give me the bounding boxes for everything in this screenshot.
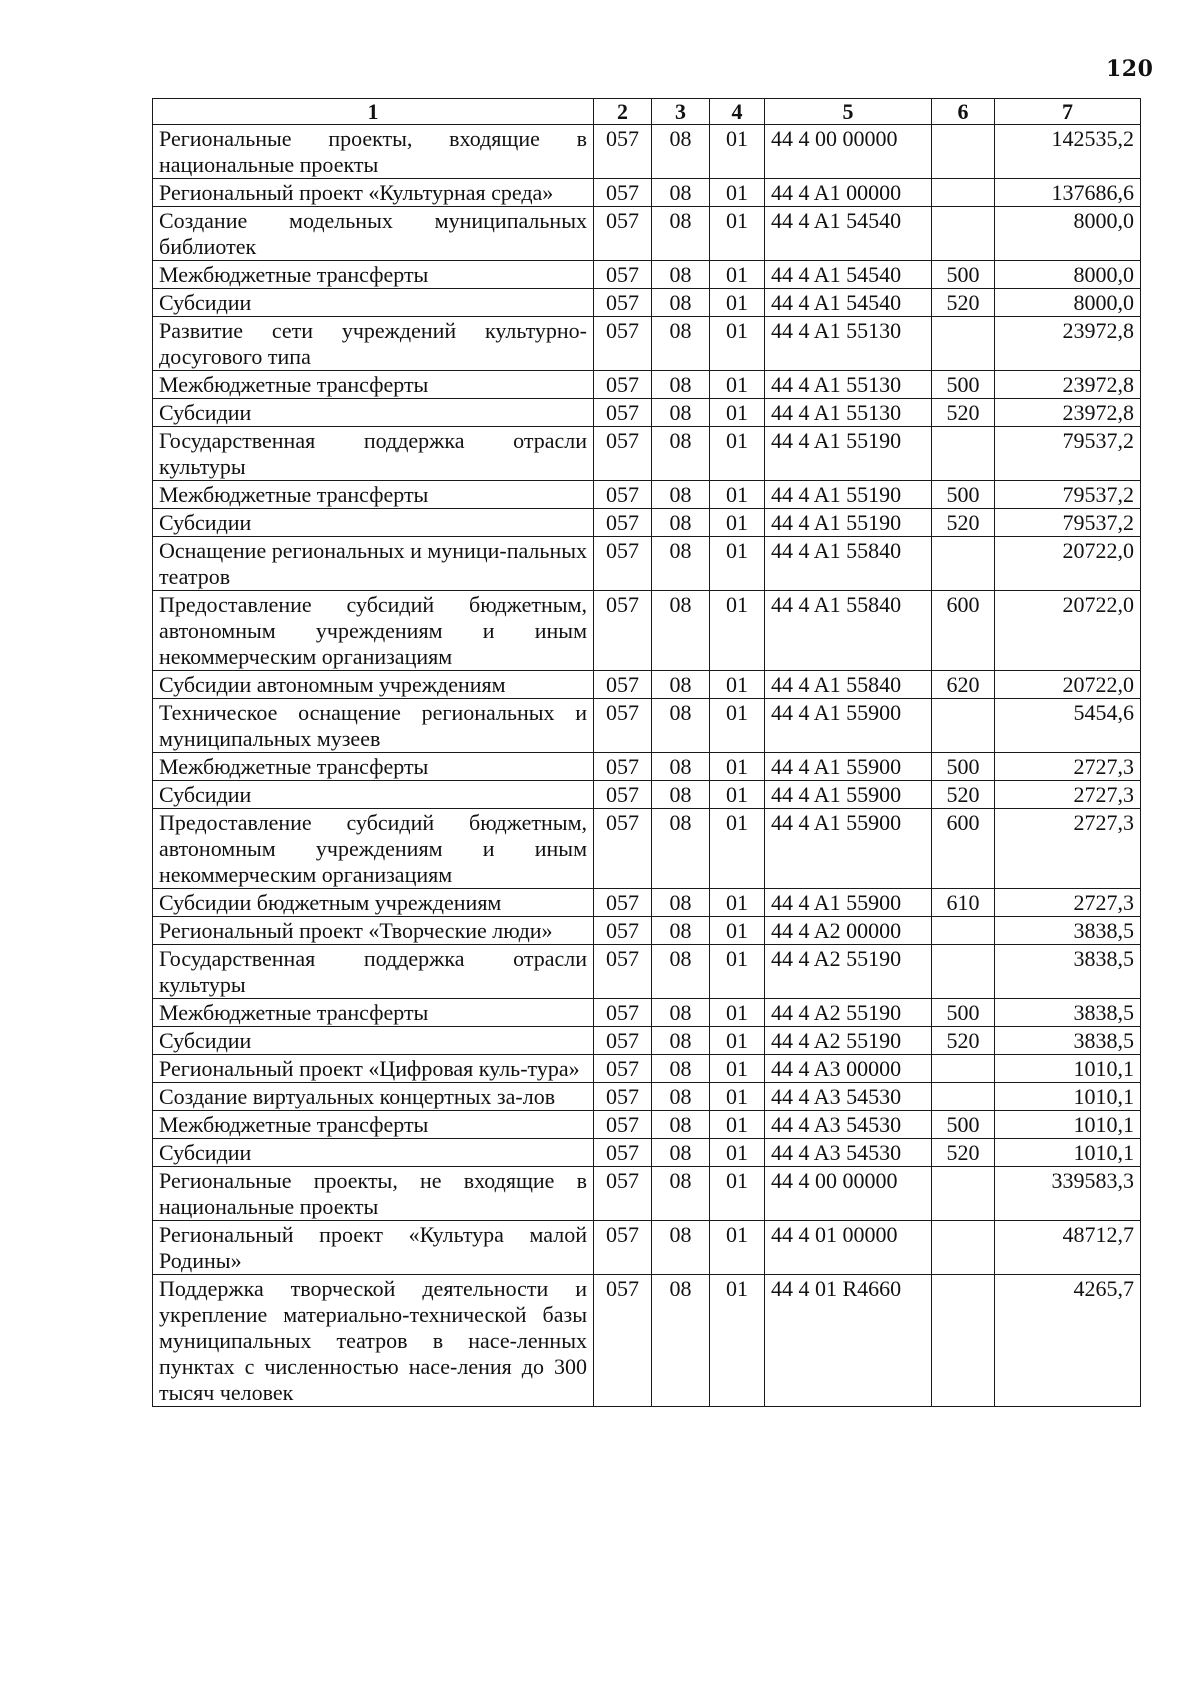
col-subsection-header: 4 bbox=[710, 99, 765, 125]
row-target-code: 44 4 00 00000 bbox=[765, 125, 932, 179]
row-expense-type-code: 610 bbox=[932, 889, 995, 917]
table-row bbox=[153, 481, 1141, 509]
row-ministry-code: 057 bbox=[594, 1275, 652, 1407]
row-section-code: 08 bbox=[652, 1083, 710, 1111]
row-target-code: 44 4 A2 55190 bbox=[765, 999, 932, 1027]
row-subsection-code: 01 bbox=[710, 753, 765, 781]
table-row bbox=[153, 781, 1141, 809]
row-section-code: 08 bbox=[652, 753, 710, 781]
row-amount: 8000,0 bbox=[995, 289, 1141, 317]
table-row bbox=[153, 591, 1141, 671]
row-amount: 3838,5 bbox=[995, 1027, 1141, 1055]
row-section-code: 08 bbox=[652, 399, 710, 427]
row-expense-type-code: 520 bbox=[932, 1027, 995, 1055]
row-ministry-code: 057 bbox=[594, 289, 652, 317]
row-expense-type-code bbox=[932, 1055, 995, 1083]
row-amount: 3838,5 bbox=[995, 917, 1141, 945]
row-name: Субсидии bbox=[153, 1027, 594, 1055]
row-section-code: 08 bbox=[652, 371, 710, 399]
row-name: Создание модельных муниципальных библиотек bbox=[153, 207, 594, 261]
row-amount: 48712,7 bbox=[995, 1221, 1141, 1275]
row-target-code: 44 4 A1 54540 bbox=[765, 289, 932, 317]
table-row bbox=[153, 945, 1141, 999]
table-row bbox=[153, 261, 1141, 289]
row-target-code: 44 4 A2 00000 bbox=[765, 917, 932, 945]
header-row bbox=[153, 99, 1141, 125]
row-name: Субсидии автономным учреждениям bbox=[153, 671, 594, 699]
row-subsection-code: 01 bbox=[710, 999, 765, 1027]
row-amount: 137686,6 bbox=[995, 179, 1141, 207]
row-section-code: 08 bbox=[652, 945, 710, 999]
row-subsection-code: 01 bbox=[710, 399, 765, 427]
row-amount: 79537,2 bbox=[995, 481, 1141, 509]
row-amount: 79537,2 bbox=[995, 427, 1141, 481]
row-amount: 23972,8 bbox=[995, 317, 1141, 371]
col-ministry-header: 2 bbox=[594, 99, 652, 125]
row-expense-type-code: 500 bbox=[932, 999, 995, 1027]
row-expense-type-code bbox=[932, 537, 995, 591]
row-target-code: 44 4 A1 55900 bbox=[765, 889, 932, 917]
row-target-code: 44 4 A1 55840 bbox=[765, 537, 932, 591]
table-body bbox=[153, 125, 1141, 1407]
table-row bbox=[153, 317, 1141, 371]
row-ministry-code: 057 bbox=[594, 509, 652, 537]
row-amount: 3838,5 bbox=[995, 945, 1141, 999]
row-name: Региональные проекты, не входящие в национальные проекты bbox=[153, 1167, 594, 1221]
row-subsection-code: 01 bbox=[710, 1083, 765, 1111]
row-ministry-code: 057 bbox=[594, 1111, 652, 1139]
row-target-code: 44 4 A1 55840 bbox=[765, 591, 932, 671]
row-amount: 20722,0 bbox=[995, 591, 1141, 671]
row-expense-type-code bbox=[932, 1221, 995, 1275]
row-expense-type-code bbox=[932, 125, 995, 179]
row-expense-type-code: 600 bbox=[932, 591, 995, 671]
row-ministry-code: 057 bbox=[594, 261, 652, 289]
row-amount: 2727,3 bbox=[995, 889, 1141, 917]
row-target-code: 44 4 A3 54530 bbox=[765, 1083, 932, 1111]
table-row bbox=[153, 1221, 1141, 1275]
row-amount: 1010,1 bbox=[995, 1139, 1141, 1167]
row-ministry-code: 057 bbox=[594, 1167, 652, 1221]
row-target-code: 44 4 A1 55190 bbox=[765, 509, 932, 537]
col-name-header: 1 bbox=[153, 99, 594, 125]
row-name: Субсидии bbox=[153, 289, 594, 317]
row-subsection-code: 01 bbox=[710, 1111, 765, 1139]
row-subsection-code: 01 bbox=[710, 671, 765, 699]
row-subsection-code: 01 bbox=[710, 509, 765, 537]
row-expense-type-code: 520 bbox=[932, 509, 995, 537]
row-amount: 20722,0 bbox=[995, 671, 1141, 699]
row-section-code: 08 bbox=[652, 125, 710, 179]
table-row bbox=[153, 1027, 1141, 1055]
row-target-code: 44 4 A1 55900 bbox=[765, 699, 932, 753]
row-name: Предоставление субсидий бюджетным, автономным учреждениям и иным некоммерческим организациям bbox=[153, 809, 594, 889]
table-row bbox=[153, 1167, 1141, 1221]
row-amount: 1010,1 bbox=[995, 1055, 1141, 1083]
row-section-code: 08 bbox=[652, 699, 710, 753]
table-row bbox=[153, 699, 1141, 753]
table-row bbox=[153, 125, 1141, 179]
row-ministry-code: 057 bbox=[594, 671, 652, 699]
row-expense-type-code bbox=[932, 207, 995, 261]
row-name: Техническое оснащение региональных и муниципальных музеев bbox=[153, 699, 594, 753]
row-subsection-code: 01 bbox=[710, 261, 765, 289]
row-ministry-code: 057 bbox=[594, 889, 652, 917]
row-name: Субсидии bbox=[153, 781, 594, 809]
row-expense-type-code bbox=[932, 1275, 995, 1407]
row-section-code: 08 bbox=[652, 261, 710, 289]
row-expense-type-code: 500 bbox=[932, 1111, 995, 1139]
row-target-code: 44 4 A1 55130 bbox=[765, 317, 932, 371]
row-name: Поддержка творческой деятельности и укрепление материально-технической базы муниципальных театров в насе-ленных пунктах с численностью насе-ления до 300 тысяч человек bbox=[153, 1275, 594, 1407]
table-header bbox=[153, 99, 1141, 125]
row-target-code: 44 4 A1 55900 bbox=[765, 753, 932, 781]
row-section-code: 08 bbox=[652, 481, 710, 509]
row-name: Межбюджетные трансферты bbox=[153, 1111, 594, 1139]
col-section-header: 3 bbox=[652, 99, 710, 125]
row-ministry-code: 057 bbox=[594, 1221, 652, 1275]
row-section-code: 08 bbox=[652, 1055, 710, 1083]
row-section-code: 08 bbox=[652, 999, 710, 1027]
row-subsection-code: 01 bbox=[710, 809, 765, 889]
row-amount: 8000,0 bbox=[995, 261, 1141, 289]
row-expense-type-code: 520 bbox=[932, 781, 995, 809]
row-section-code: 08 bbox=[652, 591, 710, 671]
row-ministry-code: 057 bbox=[594, 917, 652, 945]
row-expense-type-code: 500 bbox=[932, 753, 995, 781]
page-number: 120 bbox=[1106, 56, 1154, 82]
row-ministry-code: 057 bbox=[594, 945, 652, 999]
row-expense-type-code: 520 bbox=[932, 1139, 995, 1167]
table-row bbox=[153, 399, 1141, 427]
row-section-code: 08 bbox=[652, 427, 710, 481]
table-row bbox=[153, 1055, 1141, 1083]
row-subsection-code: 01 bbox=[710, 591, 765, 671]
row-section-code: 08 bbox=[652, 1167, 710, 1221]
row-expense-type-code: 500 bbox=[932, 261, 995, 289]
table-row bbox=[153, 289, 1141, 317]
row-name: Межбюджетные трансферты bbox=[153, 753, 594, 781]
row-amount: 4265,7 bbox=[995, 1275, 1141, 1407]
row-subsection-code: 01 bbox=[710, 537, 765, 591]
row-target-code: 44 4 A1 55190 bbox=[765, 427, 932, 481]
row-ministry-code: 057 bbox=[594, 179, 652, 207]
row-ministry-code: 057 bbox=[594, 537, 652, 591]
table-row bbox=[153, 1083, 1141, 1111]
table-row bbox=[153, 999, 1141, 1027]
row-target-code: 44 4 A1 54540 bbox=[765, 261, 932, 289]
row-target-code: 44 4 01 00000 bbox=[765, 1221, 932, 1275]
row-amount: 2727,3 bbox=[995, 781, 1141, 809]
row-amount: 5454,6 bbox=[995, 699, 1141, 753]
row-section-code: 08 bbox=[652, 1275, 710, 1407]
table-row bbox=[153, 179, 1141, 207]
row-target-code: 44 4 01 R4660 bbox=[765, 1275, 932, 1407]
row-ministry-code: 057 bbox=[594, 1083, 652, 1111]
row-ministry-code: 057 bbox=[594, 207, 652, 261]
row-name: Оснащение региональных и муници-пальных театров bbox=[153, 537, 594, 591]
row-name: Межбюджетные трансферты bbox=[153, 481, 594, 509]
table-row bbox=[153, 671, 1141, 699]
row-amount: 2727,3 bbox=[995, 753, 1141, 781]
row-section-code: 08 bbox=[652, 509, 710, 537]
table-row bbox=[153, 371, 1141, 399]
row-expense-type-code: 500 bbox=[932, 371, 995, 399]
row-expense-type-code bbox=[932, 1167, 995, 1221]
row-target-code: 44 4 A1 55840 bbox=[765, 671, 932, 699]
row-amount: 79537,2 bbox=[995, 509, 1141, 537]
table-row bbox=[153, 207, 1141, 261]
row-subsection-code: 01 bbox=[710, 427, 765, 481]
row-amount: 23972,8 bbox=[995, 399, 1141, 427]
row-name: Создание виртуальных концертных за-лов bbox=[153, 1083, 594, 1111]
row-name: Субсидии бюджетным учреждениям bbox=[153, 889, 594, 917]
row-target-code: 44 4 A1 00000 bbox=[765, 179, 932, 207]
row-section-code: 08 bbox=[652, 207, 710, 261]
row-amount: 339583,3 bbox=[995, 1167, 1141, 1221]
row-target-code: 44 4 A2 55190 bbox=[765, 945, 932, 999]
row-expense-type-code bbox=[932, 427, 995, 481]
row-name: Региональный проект «Творческие люди» bbox=[153, 917, 594, 945]
row-section-code: 08 bbox=[652, 781, 710, 809]
table-row bbox=[153, 809, 1141, 889]
row-subsection-code: 01 bbox=[710, 1167, 765, 1221]
row-subsection-code: 01 bbox=[710, 371, 765, 399]
row-target-code: 44 4 A3 54530 bbox=[765, 1139, 932, 1167]
row-name: Региональный проект «Культурная среда» bbox=[153, 179, 594, 207]
row-ministry-code: 057 bbox=[594, 427, 652, 481]
row-name: Межбюджетные трансферты bbox=[153, 371, 594, 399]
row-section-code: 08 bbox=[652, 179, 710, 207]
row-ministry-code: 057 bbox=[594, 591, 652, 671]
row-amount: 142535,2 bbox=[995, 125, 1141, 179]
row-name: Государственная поддержка отрасли культуры bbox=[153, 945, 594, 999]
row-name: Региональный проект «Цифровая куль-тура» bbox=[153, 1055, 594, 1083]
row-subsection-code: 01 bbox=[710, 917, 765, 945]
row-name: Субсидии bbox=[153, 399, 594, 427]
row-name: Межбюджетные трансферты bbox=[153, 999, 594, 1027]
row-target-code: 44 4 A1 55900 bbox=[765, 809, 932, 889]
row-subsection-code: 01 bbox=[710, 1139, 765, 1167]
table-row bbox=[153, 917, 1141, 945]
row-section-code: 08 bbox=[652, 289, 710, 317]
table-row bbox=[153, 753, 1141, 781]
row-section-code: 08 bbox=[652, 537, 710, 591]
row-subsection-code: 01 bbox=[710, 1221, 765, 1275]
row-name: Развитие сети учреждений культурно-досугового типа bbox=[153, 317, 594, 371]
row-target-code: 44 4 A1 55130 bbox=[765, 399, 932, 427]
table-row bbox=[153, 1111, 1141, 1139]
table-row bbox=[153, 537, 1141, 591]
col-amount-header: 7 bbox=[995, 99, 1141, 125]
row-expense-type-code: 500 bbox=[932, 481, 995, 509]
row-ministry-code: 057 bbox=[594, 999, 652, 1027]
row-amount: 23972,8 bbox=[995, 371, 1141, 399]
table-row bbox=[153, 1139, 1141, 1167]
row-section-code: 08 bbox=[652, 1027, 710, 1055]
row-expense-type-code: 520 bbox=[932, 399, 995, 427]
row-subsection-code: 01 bbox=[710, 699, 765, 753]
row-target-code: 44 4 A1 55900 bbox=[765, 781, 932, 809]
row-amount: 1010,1 bbox=[995, 1083, 1141, 1111]
row-amount: 20722,0 bbox=[995, 537, 1141, 591]
row-expense-type-code: 520 bbox=[932, 289, 995, 317]
row-name: Межбюджетные трансферты bbox=[153, 261, 594, 289]
row-subsection-code: 01 bbox=[710, 207, 765, 261]
row-subsection-code: 01 bbox=[710, 781, 765, 809]
table-row bbox=[153, 1275, 1141, 1407]
row-expense-type-code: 620 bbox=[932, 671, 995, 699]
row-expense-type-code bbox=[932, 179, 995, 207]
row-target-code: 44 4 00 00000 bbox=[765, 1167, 932, 1221]
row-ministry-code: 057 bbox=[594, 699, 652, 753]
row-ministry-code: 057 bbox=[594, 317, 652, 371]
row-name: Предоставление субсидий бюджетным, автономным учреждениям и иным некоммерческим организациям bbox=[153, 591, 594, 671]
row-section-code: 08 bbox=[652, 809, 710, 889]
row-subsection-code: 01 bbox=[710, 1275, 765, 1407]
row-section-code: 08 bbox=[652, 317, 710, 371]
row-ministry-code: 057 bbox=[594, 125, 652, 179]
row-section-code: 08 bbox=[652, 1139, 710, 1167]
row-ministry-code: 057 bbox=[594, 481, 652, 509]
col-expense-type-header: 6 bbox=[932, 99, 995, 125]
budget-table bbox=[152, 98, 1141, 1407]
row-subsection-code: 01 bbox=[710, 1055, 765, 1083]
row-subsection-code: 01 bbox=[710, 481, 765, 509]
row-name: Субсидии bbox=[153, 1139, 594, 1167]
row-subsection-code: 01 bbox=[710, 179, 765, 207]
row-section-code: 08 bbox=[652, 1221, 710, 1275]
row-name: Региональные проекты, входящие в национальные проекты bbox=[153, 125, 594, 179]
table-row bbox=[153, 509, 1141, 537]
row-ministry-code: 057 bbox=[594, 371, 652, 399]
row-name: Государственная поддержка отрасли культуры bbox=[153, 427, 594, 481]
row-target-code: 44 4 A3 00000 bbox=[765, 1055, 932, 1083]
row-subsection-code: 01 bbox=[710, 317, 765, 371]
row-amount: 3838,5 bbox=[995, 999, 1141, 1027]
row-ministry-code: 057 bbox=[594, 781, 652, 809]
row-subsection-code: 01 bbox=[710, 125, 765, 179]
row-section-code: 08 bbox=[652, 1111, 710, 1139]
row-amount: 1010,1 bbox=[995, 1111, 1141, 1139]
row-subsection-code: 01 bbox=[710, 889, 765, 917]
row-amount: 2727,3 bbox=[995, 809, 1141, 889]
row-name: Субсидии bbox=[153, 509, 594, 537]
row-target-code: 44 4 A2 55190 bbox=[765, 1027, 932, 1055]
row-expense-type-code: 600 bbox=[932, 809, 995, 889]
row-expense-type-code bbox=[932, 317, 995, 371]
row-ministry-code: 057 bbox=[594, 399, 652, 427]
row-ministry-code: 057 bbox=[594, 1139, 652, 1167]
row-target-code: 44 4 A3 54530 bbox=[765, 1111, 932, 1139]
row-subsection-code: 01 bbox=[710, 945, 765, 999]
row-section-code: 08 bbox=[652, 889, 710, 917]
row-expense-type-code bbox=[932, 945, 995, 999]
row-amount: 8000,0 bbox=[995, 207, 1141, 261]
row-ministry-code: 057 bbox=[594, 1027, 652, 1055]
row-expense-type-code bbox=[932, 917, 995, 945]
table-row bbox=[153, 427, 1141, 481]
row-name: Региональный проект «Культура малой Родины» bbox=[153, 1221, 594, 1275]
row-ministry-code: 057 bbox=[594, 809, 652, 889]
table-row bbox=[153, 889, 1141, 917]
row-subsection-code: 01 bbox=[710, 289, 765, 317]
row-ministry-code: 057 bbox=[594, 1055, 652, 1083]
row-expense-type-code bbox=[932, 1083, 995, 1111]
col-target-header: 5 bbox=[765, 99, 932, 125]
row-ministry-code: 057 bbox=[594, 753, 652, 781]
row-subsection-code: 01 bbox=[710, 1027, 765, 1055]
row-target-code: 44 4 A1 55190 bbox=[765, 481, 932, 509]
row-target-code: 44 4 A1 55130 bbox=[765, 371, 932, 399]
row-section-code: 08 bbox=[652, 917, 710, 945]
row-expense-type-code bbox=[932, 699, 995, 753]
row-section-code: 08 bbox=[652, 671, 710, 699]
row-target-code: 44 4 A1 54540 bbox=[765, 207, 932, 261]
